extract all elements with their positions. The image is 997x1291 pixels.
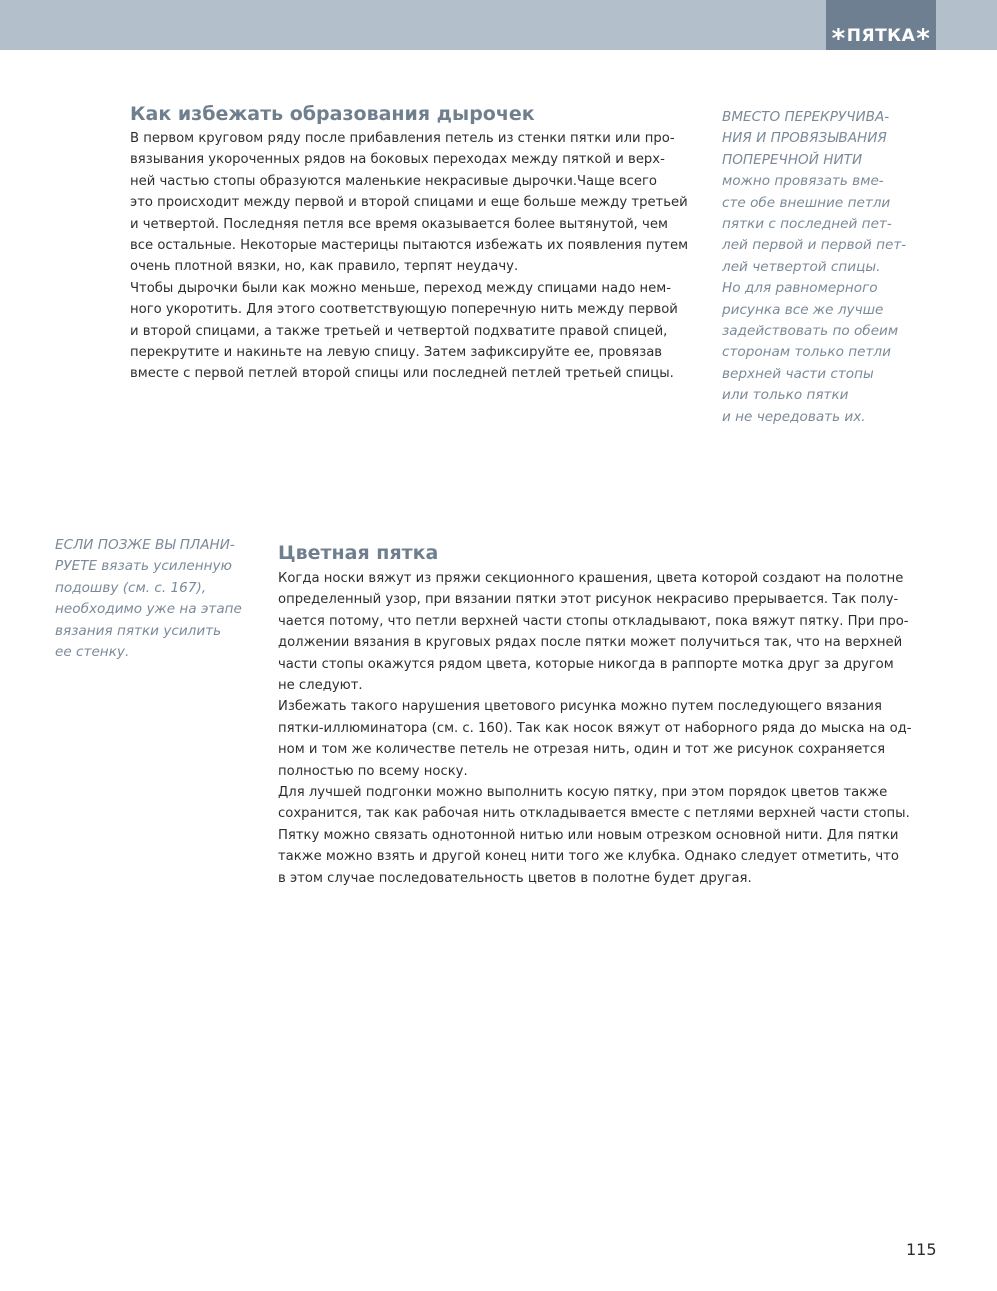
article-2-body <box>278 568 912 889</box>
sidenote-line: сторонам только петли <box>722 344 891 361</box>
sidenote-line: можно провязать вме- <box>722 173 884 190</box>
sidenote-line: сте обе внешние петли <box>722 194 891 211</box>
text-line: Пятку можно связать однотонной нитью или новым отрезком основной нити. Для пятки <box>278 827 899 843</box>
sidenote-line: или только пятки <box>722 387 849 404</box>
sidenote-line: задействовать по обеим <box>722 323 899 340</box>
sidenote-line: лей первой и первой пет- <box>722 237 907 254</box>
sidenote-line: ее стенку. <box>55 644 130 661</box>
text-line: и второй спицами, а также третьей и четвертой подхватите правой спицей, <box>130 323 668 339</box>
text-line: все остальные. Некоторые мастерицы пытаются избежать их появления путем <box>130 238 689 254</box>
text-line: в этом случае последовательность цветов в полотне будет другая. <box>278 870 752 886</box>
text-line: полностью по всему носку. <box>278 763 468 779</box>
text-line: ней частью стопы образуются маленькие некрасивые дырочки.Чаще всего <box>130 173 657 189</box>
text-line: и четвертой. Последняя петля все время оказывается более вытянутой, чем <box>130 216 668 232</box>
sidenote-line: ВМЕСТО ПЕРЕКРУЧИВА- <box>722 109 890 125</box>
sidenote-line: РУЕТЕ вязать усиленную <box>55 558 232 575</box>
text-line: Для лучшей подгонки можно выполнить косую пятку, при этом порядок цветов также <box>278 785 888 801</box>
text-line: Когда носки вяжут из пряжи секционного крашения, цвета которой создают на полотне <box>278 571 904 586</box>
text-line: ного укоротить. Для этого соответствующую поперечную нить между первой <box>130 302 678 318</box>
star-left: * <box>831 24 846 54</box>
text-line: также можно взять и другой конец нити того же клубка. Однако следует отметить, что <box>278 849 899 865</box>
star-right: * <box>916 24 931 54</box>
sidenote-line: ПОПЕРЕЧНОЙ НИТИ <box>722 151 863 168</box>
text-line: перекрутите и накиньте на левую спицу. Затем зафиксируйте ее, провязав <box>130 345 663 361</box>
sidenote-line: необходимо уже на этапе <box>55 601 242 618</box>
text-line: не следуют. <box>278 678 363 694</box>
article-1-title: Как избежать образования дырочек <box>130 103 535 125</box>
sidenote-line: НИЯ И ПРОВЯЗЫВАНИЯ <box>722 130 887 147</box>
text-line: части стопы окажутся рядом цвета, которые никогда в раппорте мотка друг за другом <box>278 656 894 672</box>
text-line: определенный узор, при вязании пятки этот рисунок некрасиво прерывается. Так полу- <box>278 592 899 608</box>
sidenote-line: верхней части стопы <box>722 365 874 382</box>
sidenote-1 <box>722 107 906 428</box>
sidenote-line: рисунка все же лучше <box>722 301 884 318</box>
text-line: пятки-иллюминатора (см. с. 160). Так как носок вяжут от наборного ряда до мыска на од- <box>278 720 912 736</box>
text-line: чается потому, что петли верхней части стопы откладывают, пока вяжут пятку. При про- <box>278 613 909 629</box>
article-2-title: Цветная пятка <box>278 542 439 564</box>
sidenote-line: и не чередовать их. <box>722 408 866 425</box>
text-line: Избежать такого нарушения цветового рисунка можно путем последующего вязания <box>278 699 882 715</box>
sidenote-line: вязания пятки усилить <box>55 622 222 639</box>
sidenote-line: ЕСЛИ ПОЗЖЕ ВЫ ПЛАНИ- <box>55 537 235 553</box>
text-line: очень плотной вязки, но, как правило, терпят неудачу. <box>130 259 519 275</box>
sidenote-line: подошву (см. с. 167), <box>55 579 207 596</box>
sidenote-line: лей четвертой спицы. <box>722 258 881 275</box>
text-line: ном и том же количестве петель не отрезая нить, один и тот же рисунок сохраняется <box>278 742 886 758</box>
section-title: ПЯТКА <box>846 26 916 46</box>
sidenote-line: пятки с последней пет- <box>722 216 892 233</box>
sidenote-line: Но для равномерного <box>722 280 878 297</box>
sidenote-2 <box>55 535 242 663</box>
text-line: Чтобы дырочки были как можно меньше, переход между спицами надо нем- <box>130 280 671 296</box>
text-line: вязывания укороченных рядов на боковых переходах между пяткой и верх- <box>130 152 665 168</box>
article-1-body <box>130 128 688 385</box>
text-line: В первом круговом ряду после прибавления петель из стенки пятки или про- <box>130 131 675 146</box>
text-line: сохранится, так как рабочая нить откладывается вместе с петлями верхней части стопы. <box>278 806 910 822</box>
page-number: 115 <box>906 1240 937 1259</box>
text-line: должении вязания в круговых рядах после пятки может получиться так, что на верхней <box>278 635 903 651</box>
text-line: вместе с первой петлей второй спицы или последней петлей третьей спицы. <box>130 366 674 382</box>
text-line: это происходит между первой и второй спицами и еще больше между третьей <box>130 195 688 211</box>
section-tab <box>826 0 936 54</box>
